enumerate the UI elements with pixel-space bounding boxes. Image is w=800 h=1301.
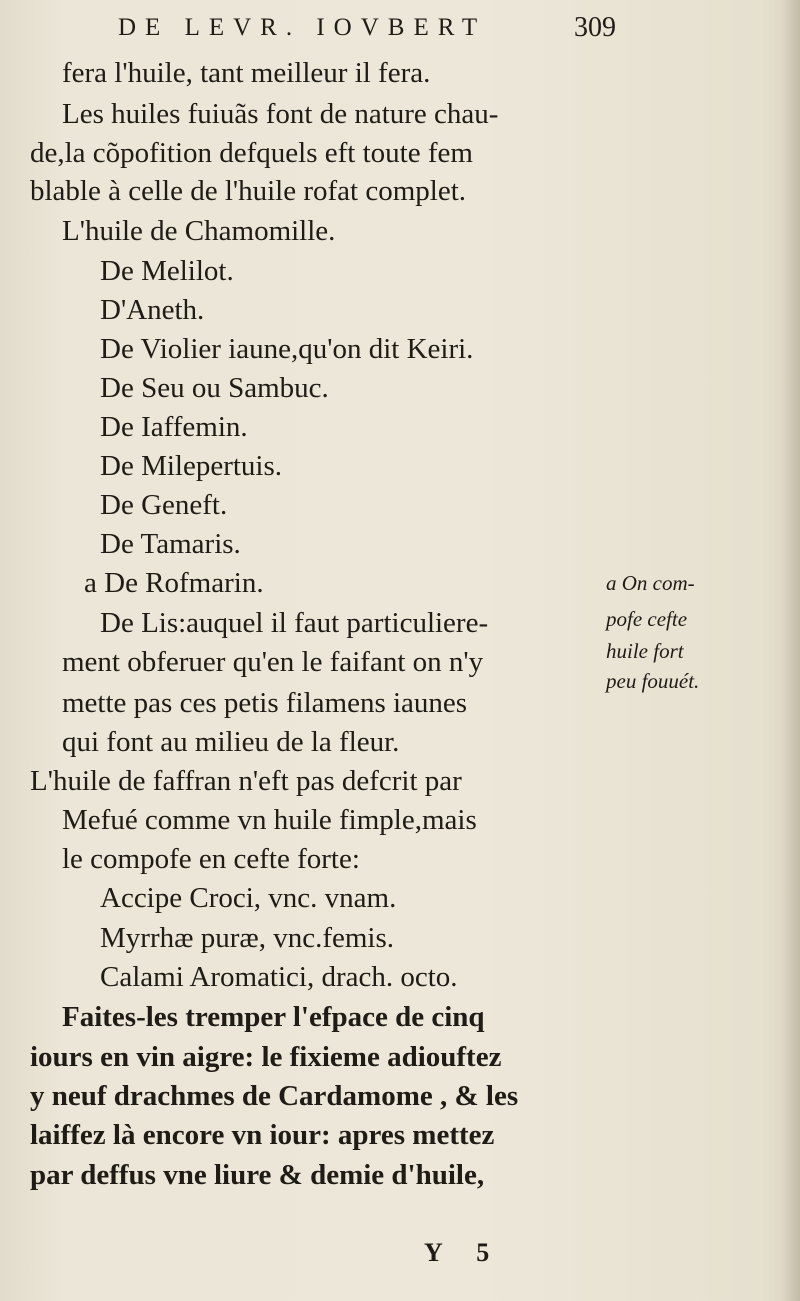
text-line: De Iaffemin. (100, 411, 248, 443)
text-line: Accipe Croci, vnc. vnam. (100, 882, 397, 914)
text-line: qui font au milieu de la fleur. (62, 726, 400, 758)
margin-note-line: a On com- (606, 571, 695, 595)
text-line: ment obferuer qu'en le faifant on n'y (62, 646, 484, 678)
text-line: le compofe en cefte forte: (62, 843, 360, 875)
text-line: iours en vin aigre: le fixieme adiouftez (30, 1041, 502, 1073)
text-line: mette pas ces petis filamens iaunes (62, 687, 468, 719)
page-header (118, 10, 678, 50)
text-line: Les huiles fuiuãs font de nature chau- (62, 98, 499, 130)
text-line: blable à celle de l'huile rofat complet. (30, 175, 467, 207)
text-line: de,la cõpofition defquels eft toute fem (30, 137, 473, 169)
text-line: Faites-les tremper l'efpace de cinq (62, 1001, 485, 1033)
text-line: De Milepertuis. (100, 450, 283, 482)
text-line: De Violier iaune,qu'on dit Keiri. (100, 333, 474, 365)
text-line: L'huile de faffran n'eft pas defcrit par (30, 765, 462, 797)
margin-note-line: pofe cefte (606, 607, 688, 631)
text-line: par deffus vne liure & demie d'huile, (30, 1159, 485, 1191)
text-line: De Melilot. (100, 255, 234, 287)
text-line: Myrrhæ puræ, vnc.femis. (100, 922, 394, 954)
signature-mark: Y 5 (424, 1238, 504, 1267)
text-line: De Seu ou Sambuc. (100, 372, 329, 404)
text-line: De Tamaris. (100, 528, 241, 560)
text-line: L'huile de Chamomille. (62, 215, 336, 247)
text-line: Mefué comme vn huile fimple,mais (62, 804, 477, 836)
page-number: 309 (574, 12, 616, 43)
text-line: a De Rofmarin. (84, 567, 264, 599)
page-edge-shadow (782, 0, 800, 1301)
text-line: De Geneft. (100, 489, 228, 521)
text-line: laiffez là encore vn iour: apres mettez (30, 1119, 495, 1151)
margin-note-line: huile fort (606, 639, 684, 663)
text-line: D'Aneth. (100, 294, 205, 326)
text-line: fera l'huile, tant meilleur il fera. (62, 57, 431, 89)
text-line: y neuf drachmes de Cardamome , & les (30, 1080, 519, 1112)
text-line: Calami Aromatici, drach. octo. (100, 961, 458, 993)
margin-note-line: peu fouuét. (606, 669, 700, 693)
running-head: DE LEVR. IOVBERT (118, 14, 487, 41)
text-line: De Lis:auquel il faut particuliere- (100, 607, 489, 639)
